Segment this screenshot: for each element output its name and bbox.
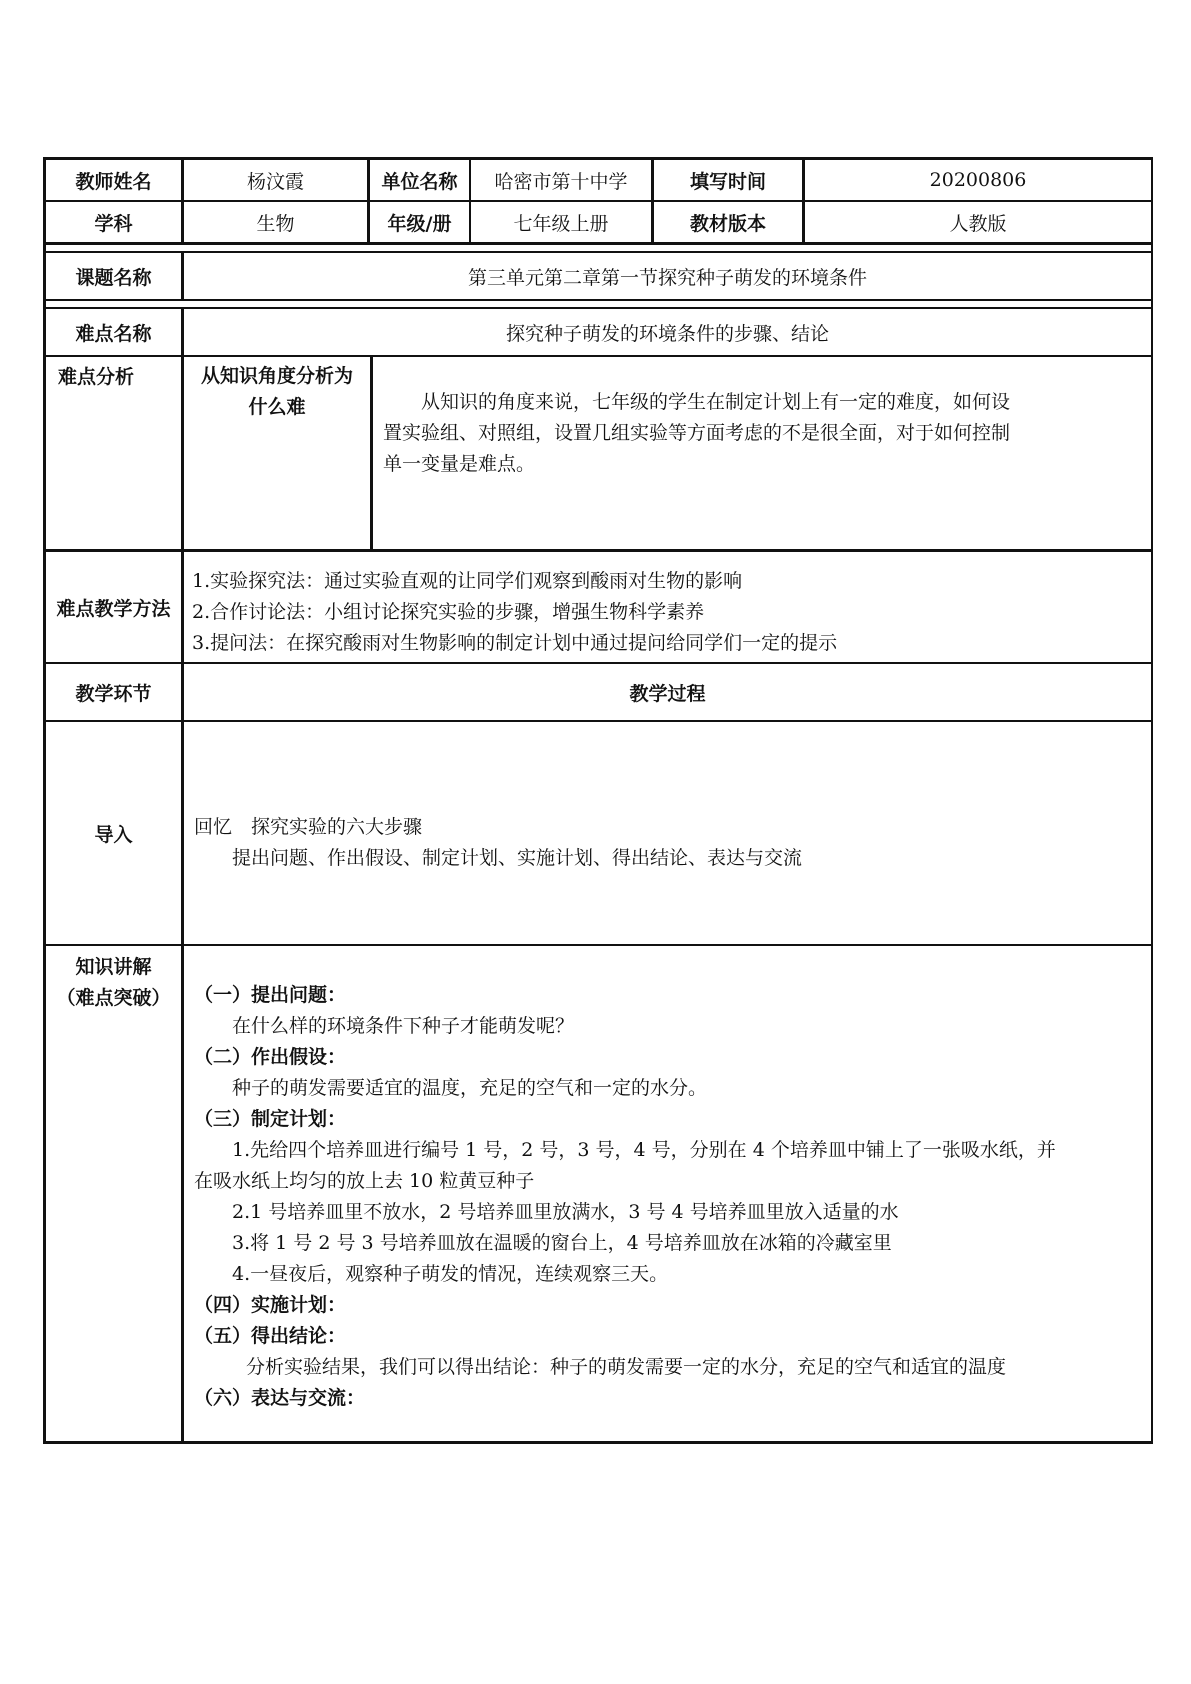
topic-label: 课题名称: [46, 253, 184, 299]
difficulty-row: [43, 309, 1153, 357]
analysis-sub-label-line: 什么难: [248, 396, 306, 418]
intro-line: 回忆 探究实验的六大步骤: [194, 816, 423, 838]
subject-value: 生物: [184, 202, 370, 242]
difficulty-label: 难点名称: [46, 309, 184, 355]
unit-name-label: 单位名称: [370, 160, 471, 200]
knowledge-row: [43, 946, 1153, 1444]
step-text: 4.一昼夜后，观察种子萌发的情况，连续观察三天。: [232, 1263, 669, 1285]
intro-row: [43, 722, 1153, 946]
topic-row: [43, 253, 1153, 301]
step-heading: （六）表达与交流：: [194, 1387, 366, 1409]
divider: [43, 245, 1153, 253]
fill-date-value: 20200806: [929, 169, 1027, 191]
analysis-label: 难点分析: [46, 357, 184, 549]
step-heading: （二）作出假设：: [194, 1046, 347, 1068]
difficulty-value: 探究种子萌发的环境条件的步骤、结论: [505, 322, 829, 345]
knowledge-label-line: 知识讲解: [75, 956, 152, 978]
grade-value: 七年级上册: [471, 202, 654, 242]
analysis-sub-label: [184, 357, 373, 549]
intro-line: 提出问题、作出假设、制定计划、实施计划、得出结论、表达与交流: [232, 847, 803, 869]
step-text: 3.将 1 号 2 号 3 号培养皿放在温暖的窗台上，4 号培养皿放在冰箱的冷藏室里: [232, 1232, 892, 1254]
analysis-text: [373, 357, 1151, 549]
methods-row: [43, 552, 1153, 664]
lesson-plan-table: [43, 157, 1153, 1444]
analysis-sub-label-line: 从知识角度分析为: [200, 365, 353, 387]
fill-date-label: 填写时间: [654, 160, 805, 200]
analysis-line: 单一变量是难点。: [383, 453, 536, 475]
methods-list: [184, 552, 1151, 662]
divider: [43, 301, 1153, 309]
edition-label: 教材版本: [654, 202, 805, 242]
teacher-name-label: 教师姓名: [46, 160, 184, 200]
methods-label: 难点教学方法: [46, 552, 184, 662]
analysis-line: 置实验组、对照组，设置几组实验等方面考虑的不是很全面，对于如何控制: [383, 422, 1011, 444]
step-text: 种子的萌发需要适宜的温度，充足的空气和一定的水分。: [232, 1077, 708, 1099]
intro-label: 导入: [46, 722, 184, 944]
step-text: 1.先给四个培养皿进行编号 1 号，2 号，3 号，4 号，分别在 4 个培养皿中铺上了一张吸水纸，并: [232, 1139, 1056, 1161]
knowledge-label: [46, 946, 184, 1441]
step-heading: （一）提出问题：: [194, 984, 347, 1006]
method-item: 2.合作讨论法：小组讨论探究实验的步骤，增强生物科学素养: [192, 601, 705, 623]
knowledge-content: [184, 946, 1151, 1441]
edition-value: 人教版: [949, 212, 1007, 235]
analysis-line: 从知识的角度来说，七年级的学生在制定计划上有一定的难度，如何设: [421, 391, 1011, 413]
step-text: 2.1 号培养皿里不放水，2 号培养皿里放满水，3 号 4 号培养皿里放入适量的水: [232, 1201, 899, 1223]
intro-text: [184, 722, 1151, 944]
step-heading: （五）得出结论：: [194, 1325, 347, 1347]
subject-label: 学科: [46, 202, 184, 242]
header-row-2: [43, 202, 1153, 245]
step-heading: （四）实施计划：: [194, 1294, 347, 1316]
topic-value: 第三单元第二章第一节探究种子萌发的环境条件: [467, 266, 867, 289]
process-header-row: [43, 664, 1153, 722]
step-text: 分析实验结果，我们可以得出结论：种子的萌发需要一定的水分，充足的空气和适宜的温度: [246, 1356, 1007, 1378]
process-section-label: 教学环节: [46, 664, 184, 720]
teacher-name-value: 杨汶霞: [184, 160, 370, 200]
unit-name-value: 哈密市第十中学: [471, 160, 654, 200]
step-text: 在什么样的环境条件下种子才能萌发呢？: [232, 1015, 575, 1037]
process-title: 教学过程: [629, 682, 706, 705]
method-item: 1.实验探究法：通过实验直观的让同学们观察到酸雨对生物的影响: [192, 570, 743, 592]
step-text: 在吸水纸上均匀的放上去 10 粒黄豆种子: [194, 1170, 535, 1192]
step-heading: （三）制定计划：: [194, 1108, 347, 1130]
header-row-1: [43, 157, 1153, 202]
grade-label: 年级/册: [370, 202, 471, 242]
analysis-row: [43, 357, 1153, 552]
knowledge-label-line: （难点突破）: [56, 987, 171, 1009]
method-item: 3.提问法：在探究酸雨对生物影响的制定计划中通过提问给同学们一定的提示: [192, 632, 838, 654]
